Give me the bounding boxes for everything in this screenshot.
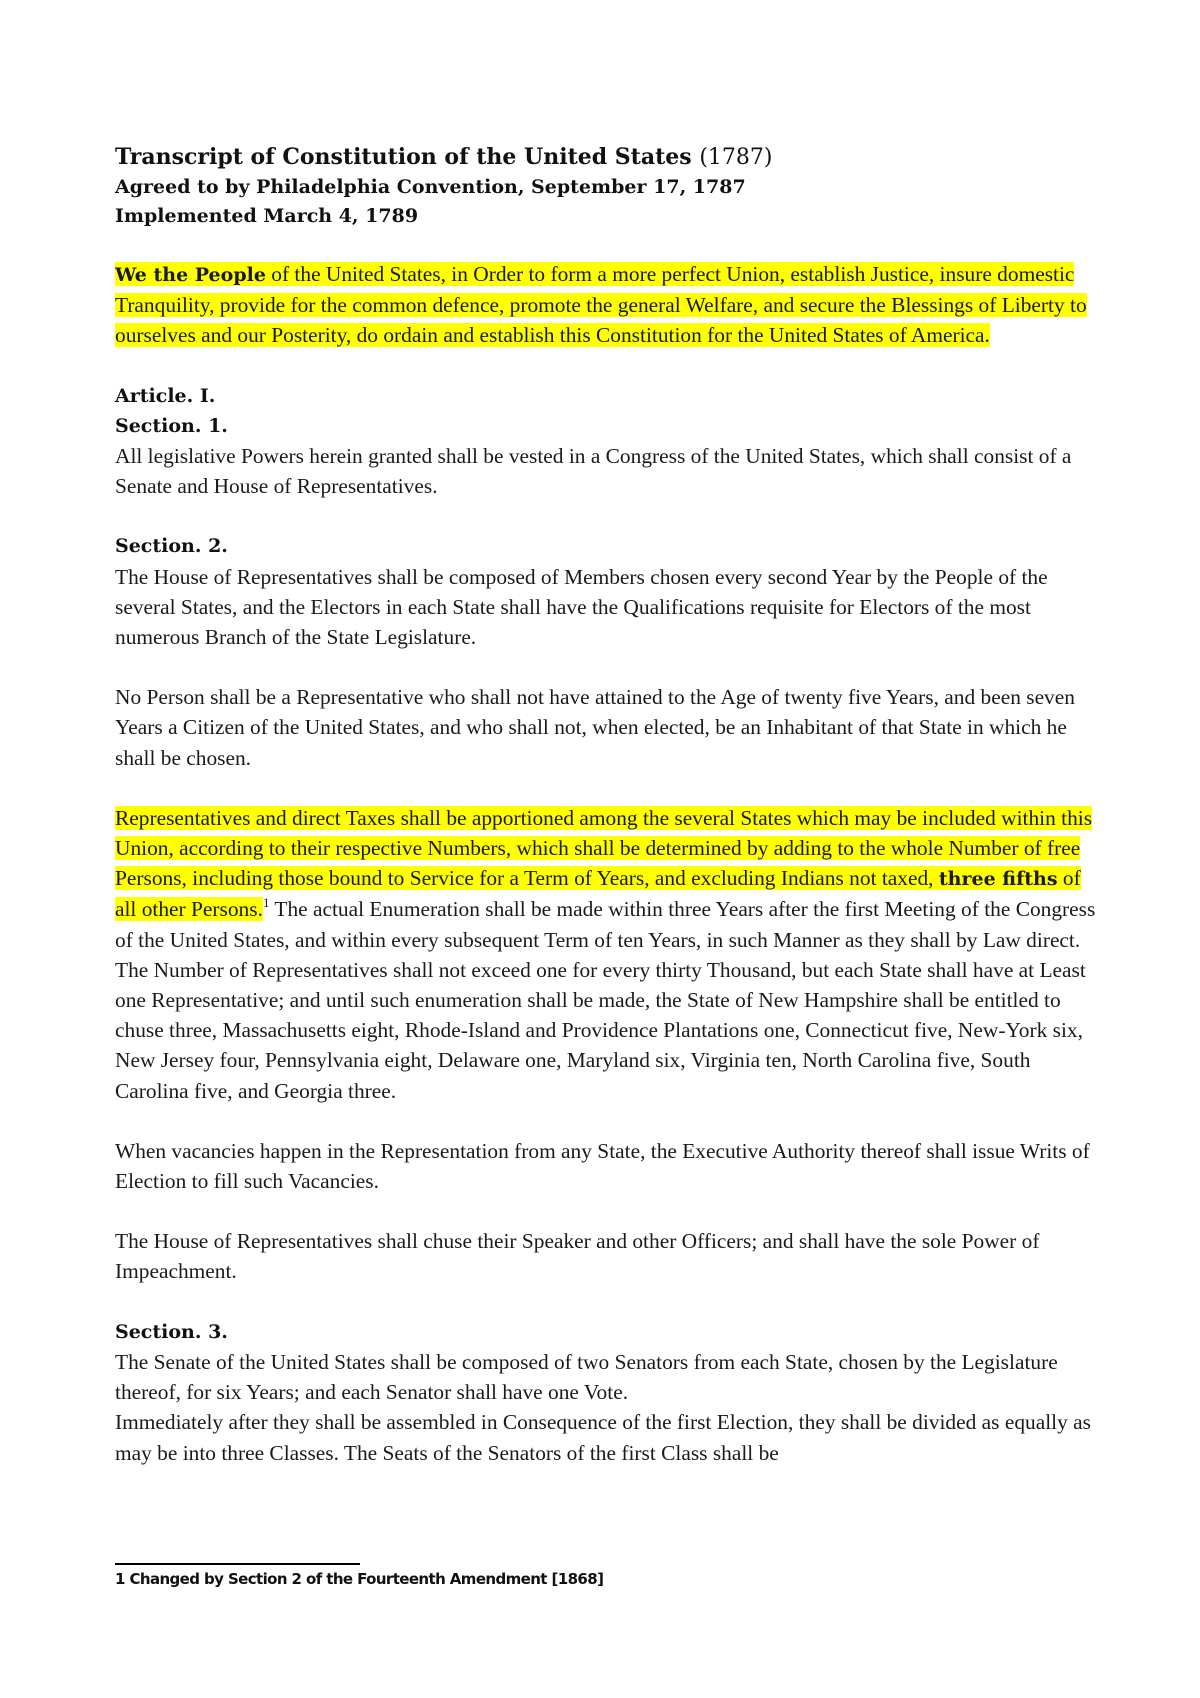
section-3-heading: Section. 3. (115, 1320, 228, 1343)
section-2-paragraph-4: When vacancies happen in the Representation from any State, the Executive Authority thereof shall issue Writs of Election to fill such Vacancies. (115, 1138, 1090, 1194)
section-3-paragraph-1: The Senate of the United States shall be composed of two Senators from each State, chosen by the Legislature thereof, for six Years; and each Senator shall have one Vote. (115, 1349, 1058, 1405)
article-heading: Article. I. (115, 384, 216, 407)
footnote-separator (115, 1563, 360, 1565)
section-1-text: All legislative Powers herein granted shall be vested in a Congress of the United States, which shall consist of a Senate and House of Representatives. (115, 444, 1072, 499)
section-2-heading: Section. 2. (115, 535, 228, 558)
section-1-heading: Section. 1. (115, 414, 228, 437)
apportionment-text: Representatives and direct Taxes shall be apportioned among the several States which may be included within this Union, according to their respective Numbers, which shall be determined by adding to the whole Number of free Persons, including those bound to Service for a Term of Years, and excluding Indians not taxed, (115, 805, 1093, 891)
document-body (115, 142, 1100, 1468)
section-2-paragraph-3 (115, 803, 1100, 1106)
preamble-text: of the United States, in Order to form a more perfect Union, establish Justice, insure domestic Tranquility, provide for the common defence, promote the general Welfare, and secure the Blessings of Liberty to ourselves and our Posterity, do ordain and establish this Constitution for the United States of America. (115, 262, 1087, 348)
footnote-text: 1 Changed by Section 2 of the Fourteenth Amendment [1868] (115, 1570, 604, 1588)
section-2-paragraph-1: The House of Representatives shall be composed of Members chosen every second Year by the People of the several States, and the Electors in each State shall have the Qualifications requisite for Electors of the most numerous Branch of the State Legislature. (115, 564, 1048, 650)
section-2-paragraph-2: No Person shall be a Representative who shall not have attained to the Age of twenty five Years, and been seven Years a Citizen of the United States, and who shall not, when elected, be an Inhabitant of that State in which he shall be chosen. (115, 685, 1075, 770)
implemented-line: Implemented March 4, 1789 (115, 205, 419, 227)
title-text: Transcript of Constitution of the United States (115, 144, 692, 170)
enumeration-text: The actual Enumeration shall be made within three Years after the first Meeting of the Congress of the United States, and within every subsequent Term of ten Years, in such Manner as they shall by Law direct. The Number of Representatives shall not exceed one for every thirty Thousand, but each State shall have at Least one Representative; and until such enumeration shall be made, the State of New Hampshire shall be entitled to chuse three, Massachusetts eight, Rhode-Island and Providence Plantations one, Connecticut five, New-York six, New Jersey four, Pennsylvania eight, Delaware one, Maryland six, Virginia ten, North Carolina five, South Carolina five, and Georgia three. (115, 897, 1096, 1103)
document-title (115, 142, 1100, 173)
apportionment-text-end: of all other Persons. (115, 866, 1081, 922)
preamble (115, 259, 1100, 351)
footnote-reference[interactable]: 1 (262, 895, 270, 911)
three-fifths-text: three fifths (938, 868, 1058, 891)
preamble-lead: We the People (115, 264, 266, 286)
title-year: (1787) (699, 145, 773, 170)
agreed-line: Agreed to by Philadelphia Convention, September 17, 1787 (115, 176, 746, 198)
section-3-paragraph-2: Immediately after they shall be assembled in Consequence of the first Election, they shall be divided as equally as may be into three Classes. The Seats of the Senators of the first Class shall be (115, 1410, 1091, 1465)
section-2-paragraph-5: The House of Representatives shall chuse their Speaker and other Officers; and shall have the sole Power of Impeachment. (115, 1229, 1040, 1284)
